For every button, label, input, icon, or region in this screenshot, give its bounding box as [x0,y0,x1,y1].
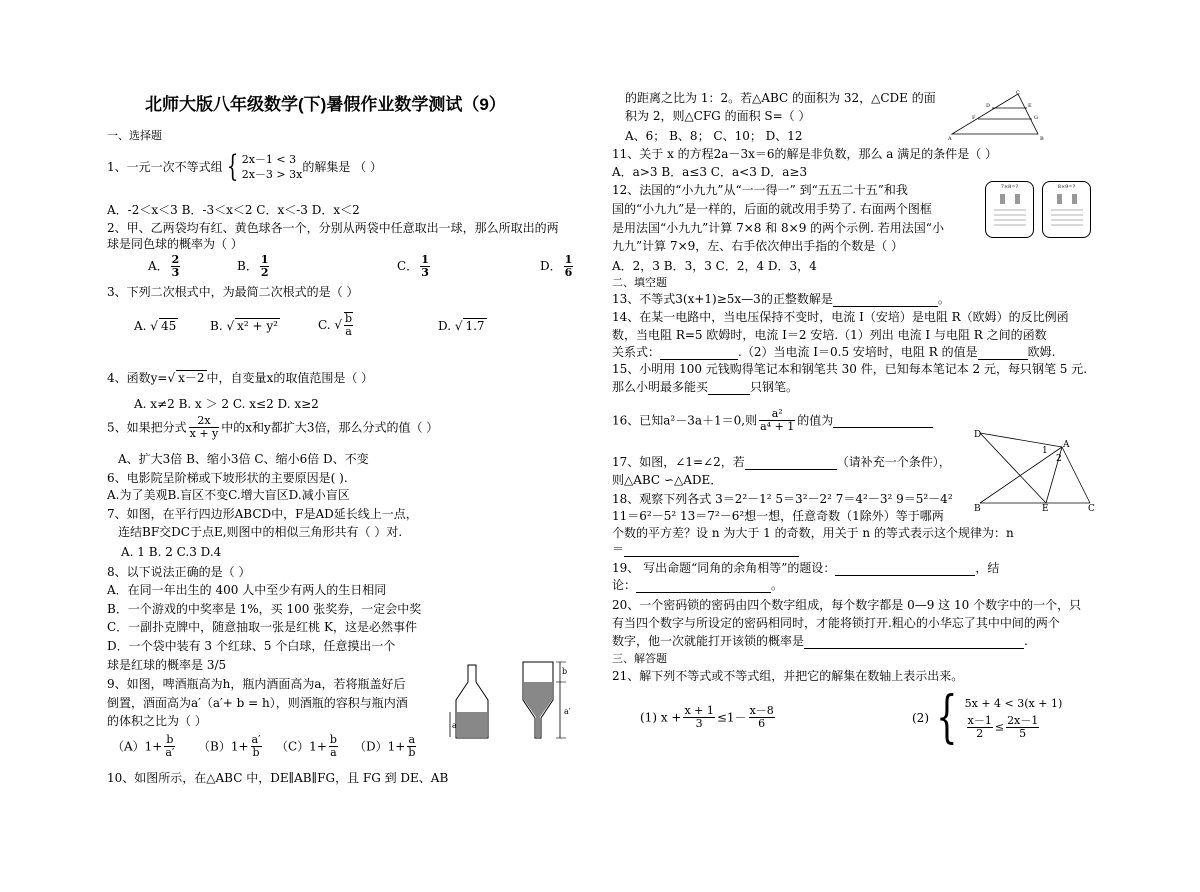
question-4: 4、函数y=√ x－2 中，自变量x的取值范围是（ ） [107,371,374,385]
svg-text:A: A [1063,440,1070,450]
question-6: 6、电影院呈阶梯或下坡形状的主要原因是( ). [107,471,348,485]
svg-text:B: B [974,504,981,513]
question-5: 5、如果把分式 $\frac{2x}{x + y}$ 中的x和y都扩大3倍，那么分式的值（ ） [107,414,439,440]
question-10-line-3: 积为 2，则△CFG 的面积 S=（ ） [625,109,811,123]
svg-text:1: 1 [1042,446,1048,456]
fig-label-b: b [562,667,568,676]
question-7-line-2: 连结BF交DC于点E,则图中的相似三角形共有（ ）对. [118,525,403,539]
question-21-part-1: (1) x + $\frac{x + 1}{3}$ ≤1－ $\frac{x-8}{6}$ [640,704,774,730]
fig-label-a-prime: a′ [564,707,571,716]
question-9-line-3: 的体积之比为（ ） [107,714,207,728]
question-9-option-a: （A）1+ $\frac{b}{a'}$ [112,733,175,759]
hand-sketch-icon [1047,190,1087,230]
question-12-options: A．2，3 B．3，3 C．2，4 D．3，4 [612,259,817,273]
question-2-option-b: B． $\frac{1}{2}$ [237,253,269,279]
question-8-option-a: A．在同一年出生的 400 人中至少有两人的生日相同 [107,583,387,597]
svg-text:A: A [948,136,952,142]
question-3: 3、下列二次根式中，为最简二次根式的是（ ） [107,285,359,299]
svg-text:2: 2 [1056,454,1062,464]
question-18-line-4: ＝ [612,542,799,557]
question-14-line-1: 14、在某一电路中，当电压保持不变时，电流 I（安培）是电阻 R（欧姆）的反比例函 [612,310,1069,324]
question-14-line-2: 数，当电阻 R=5 欧姆时，电流 I＝2 安培.（1）列出 电流 I 与电阻 R 之间的函数 [612,328,1047,342]
question-17-line-1: 17、如图，∠1=∠2，若 （请补充一个条件）， [612,455,951,469]
question-19-line-2: 论： 。 [612,578,784,592]
question-1-options: A．-2＜x＜3 B．-3＜x＜2 C．x＜-3 D．x＜2 [107,203,360,217]
question-5-options: A、扩大3倍 B、缩小3倍 C、缩小6倍 D、不变 [118,452,369,466]
question-7-line-1: 7、如图，在平行四边形ABCD中，F是AD延长线上一点， [107,507,418,521]
svg-text:B: B [1040,136,1044,142]
question-9-line-1: 9、如图，啤酒瓶高为h，瓶内酒面高为a，若将瓶盖好后 [107,677,406,691]
question-8-option-c: C．一副扑克牌中，随意抽取一张是红桃 K，这是必然事件 [107,620,417,634]
hand-sketch-icon [990,190,1030,230]
fig-label-a: a [452,721,457,730]
svg-text:E: E [1028,103,1032,109]
question-4-options: A. x≠2 B. x ＞ 2 C. x≤2 D. x≥2 [134,397,319,411]
question-20-line-2: 有当四个数字与所设定的密码相同时，才能将锁打开.粗心的小华忘了其中中间的两个 [612,616,1060,630]
question-15-line-1: 15、小明用 100 元钱购得笔记本和钢笔共 30 件，已知每本笔记本 2 元，每只钢笔 5 元. [612,362,1088,376]
question-9-line-2: 倒置，酒面高为a′（a′+ b = h），则酒瓶的容积与瓶内酒 [107,696,408,710]
question-18-line-3: 个数的平方差？设 n 为大于 1 的奇数，用关于 n 的等式表示这个规律为：n [612,526,1014,540]
question-19-line-1: 19、 写出命题“同角的余角相等”的题设： ，结 [612,561,1000,575]
question-21-part-2: (2) { 5x + 4 < 3(x + 1) $\frac{x-1}{2}$ ≤ $\frac{2x-1}{5}$ [912,685,1063,750]
question-20-line-3: 数字，他一次就能打开该锁的概率是 . [612,634,1028,648]
question-18-line-1: 18、观察下列各式 3＝2²－1² 5＝3²－2² 7＝4²－3² 9＝5²－4² [612,492,953,506]
question-9-option-b: （B）1+ $\frac{a'}{b}$ [198,733,261,759]
svg-text:E: E [1042,504,1049,513]
question-17-line-2: 则△ABC ∽△ADE． [612,473,723,487]
question-6-options: A.为了美观B.盲区不变C.增大盲区D.减小盲区 [107,488,350,502]
question-16: 16、已知a²－3a＋1＝0,则 $\frac{\text{a²}}{\text{a⁴ + 1}}$ 的值为 [612,408,933,444]
question-3-option-b: B. √ x² + y² [210,319,278,333]
question-21: 21、解下列不等式或不等式组，并把它的解集在数轴上表示出来。 [612,669,964,683]
hand-card-8x9: 8×9=? [1042,181,1091,238]
question-2-option-d: D． $\frac{1}{6}$ [540,253,573,279]
svg-text:D: D [986,103,991,109]
svg-text:C: C [1016,90,1020,96]
question-14-line-3: 关系式： .（2）当电流 I＝0.5 安培时，电阻 R 的值是 欧姆. [612,345,1056,359]
question-12-line-4: 九九”计算 7×9，左、右手依次伸出手指的个数是（ ） [612,239,904,253]
question-2-option-a: A． $\frac{2}{3}$ [148,253,180,279]
question-8: 8、以下说法正确的是（ ） [107,565,251,579]
svg-text:D: D [974,430,982,440]
question-12-line-1: 12、法国的“小九九”从“一一得一” 到“五五二十五”和我 [612,183,908,197]
svg-text:G: G [1034,115,1038,121]
section-choice: 一、选择题 [107,129,162,142]
bottle-figure [448,660,598,740]
svg-text:F: F [972,115,976,121]
question-15-line-2: 那么小明最多能买 只钢笔。 [612,380,799,394]
question-8-option-d-cont: 球是红球的概率是 3/5 [107,658,227,672]
question-8-option-b: B．一个游戏的中奖率是 1%，买 100 张奖券，一定会中奖 [107,602,422,616]
question-8-option-d: D．一个袋中装有 3 个红球、5 个白球，任意摸出一个 [107,639,396,653]
question-3-option-c: C. √ $\frac{b}{a}$ [318,312,353,338]
question-7-options: A. 1 B. 2 C.3 D.4 [121,545,222,559]
question-18-line-2: 11＝6²－5² 13＝7²－6²想一想，任意奇数（1除外）等于哪两 [612,509,944,523]
question-20-line-1: 20、一个密码锁的密码由四个数字组成，每个数字都是 0—9 这 10 个数字中的一个，只 [612,598,1082,612]
triangle-figure-q10 [948,90,1048,142]
question-10-line-1: 10、如图所示，在△ABC 中，DE∥AB∥FG，且 FG 到 DE、AB [107,771,449,785]
section-solve: 三、解答题 [612,652,667,665]
question-11: 11、关于 x 的方程2a－3x＝6的解是非负数，那么 a 满足的条件是（ ） [612,147,998,161]
section-fill: 二、填空题 [612,276,667,289]
question-9-option-d: （D）1+ $\frac{a}{b}$ [354,733,416,759]
question-3-option-a: A. √ 45 [134,319,177,333]
question-12-line-3: 是用法国“小九九”计算 7×8 和 8×9 的两个示例. 若用法国“小 [612,221,944,235]
question-2-line-1: 2、甲、乙两袋均有红、黄色球各一个，分别从两袋中任意取出一球，那么所取出的两 [107,221,559,235]
question-10-line-2: 的距离之比为 1：2。若△ABC 的面积为 32，△CDE 的面 [625,91,936,105]
question-2-option-c: C． $\frac{1}{3}$ [397,253,429,279]
hand-card-7x8: 7×8=? [985,181,1034,238]
svg-text:C: C [1088,504,1095,513]
question-2-line-2: 球是同色球的概率为（ ） [107,237,243,251]
question-1: 1、一元一次不等式组 { 2x－1 < 3 2x－3 > 3x 的解集是 （ ） [107,149,382,184]
triangle-figure-q17 [970,425,1100,513]
question-12-line-2: 国的“小九九”是一样的，后面的就改用手势了. 右面两个图框 [612,202,932,216]
question-13: 13、不等式3(x+1)≥5x—3的正整数解是 。 [612,292,950,306]
question-3-option-d: D. √ 1.7 [438,319,485,333]
page-title: 北师大版八年级数学(下)暑假作业数学测试（9） [145,95,506,114]
question-11-options: A．a>3 B．a≤3 C．a<3 D．a≥3 [612,165,808,179]
question-9-option-c: （C）1+ $\frac{b}{a}$ [276,733,337,759]
question-10-options: A、6； B、8； C、10； D、12 [625,129,803,143]
